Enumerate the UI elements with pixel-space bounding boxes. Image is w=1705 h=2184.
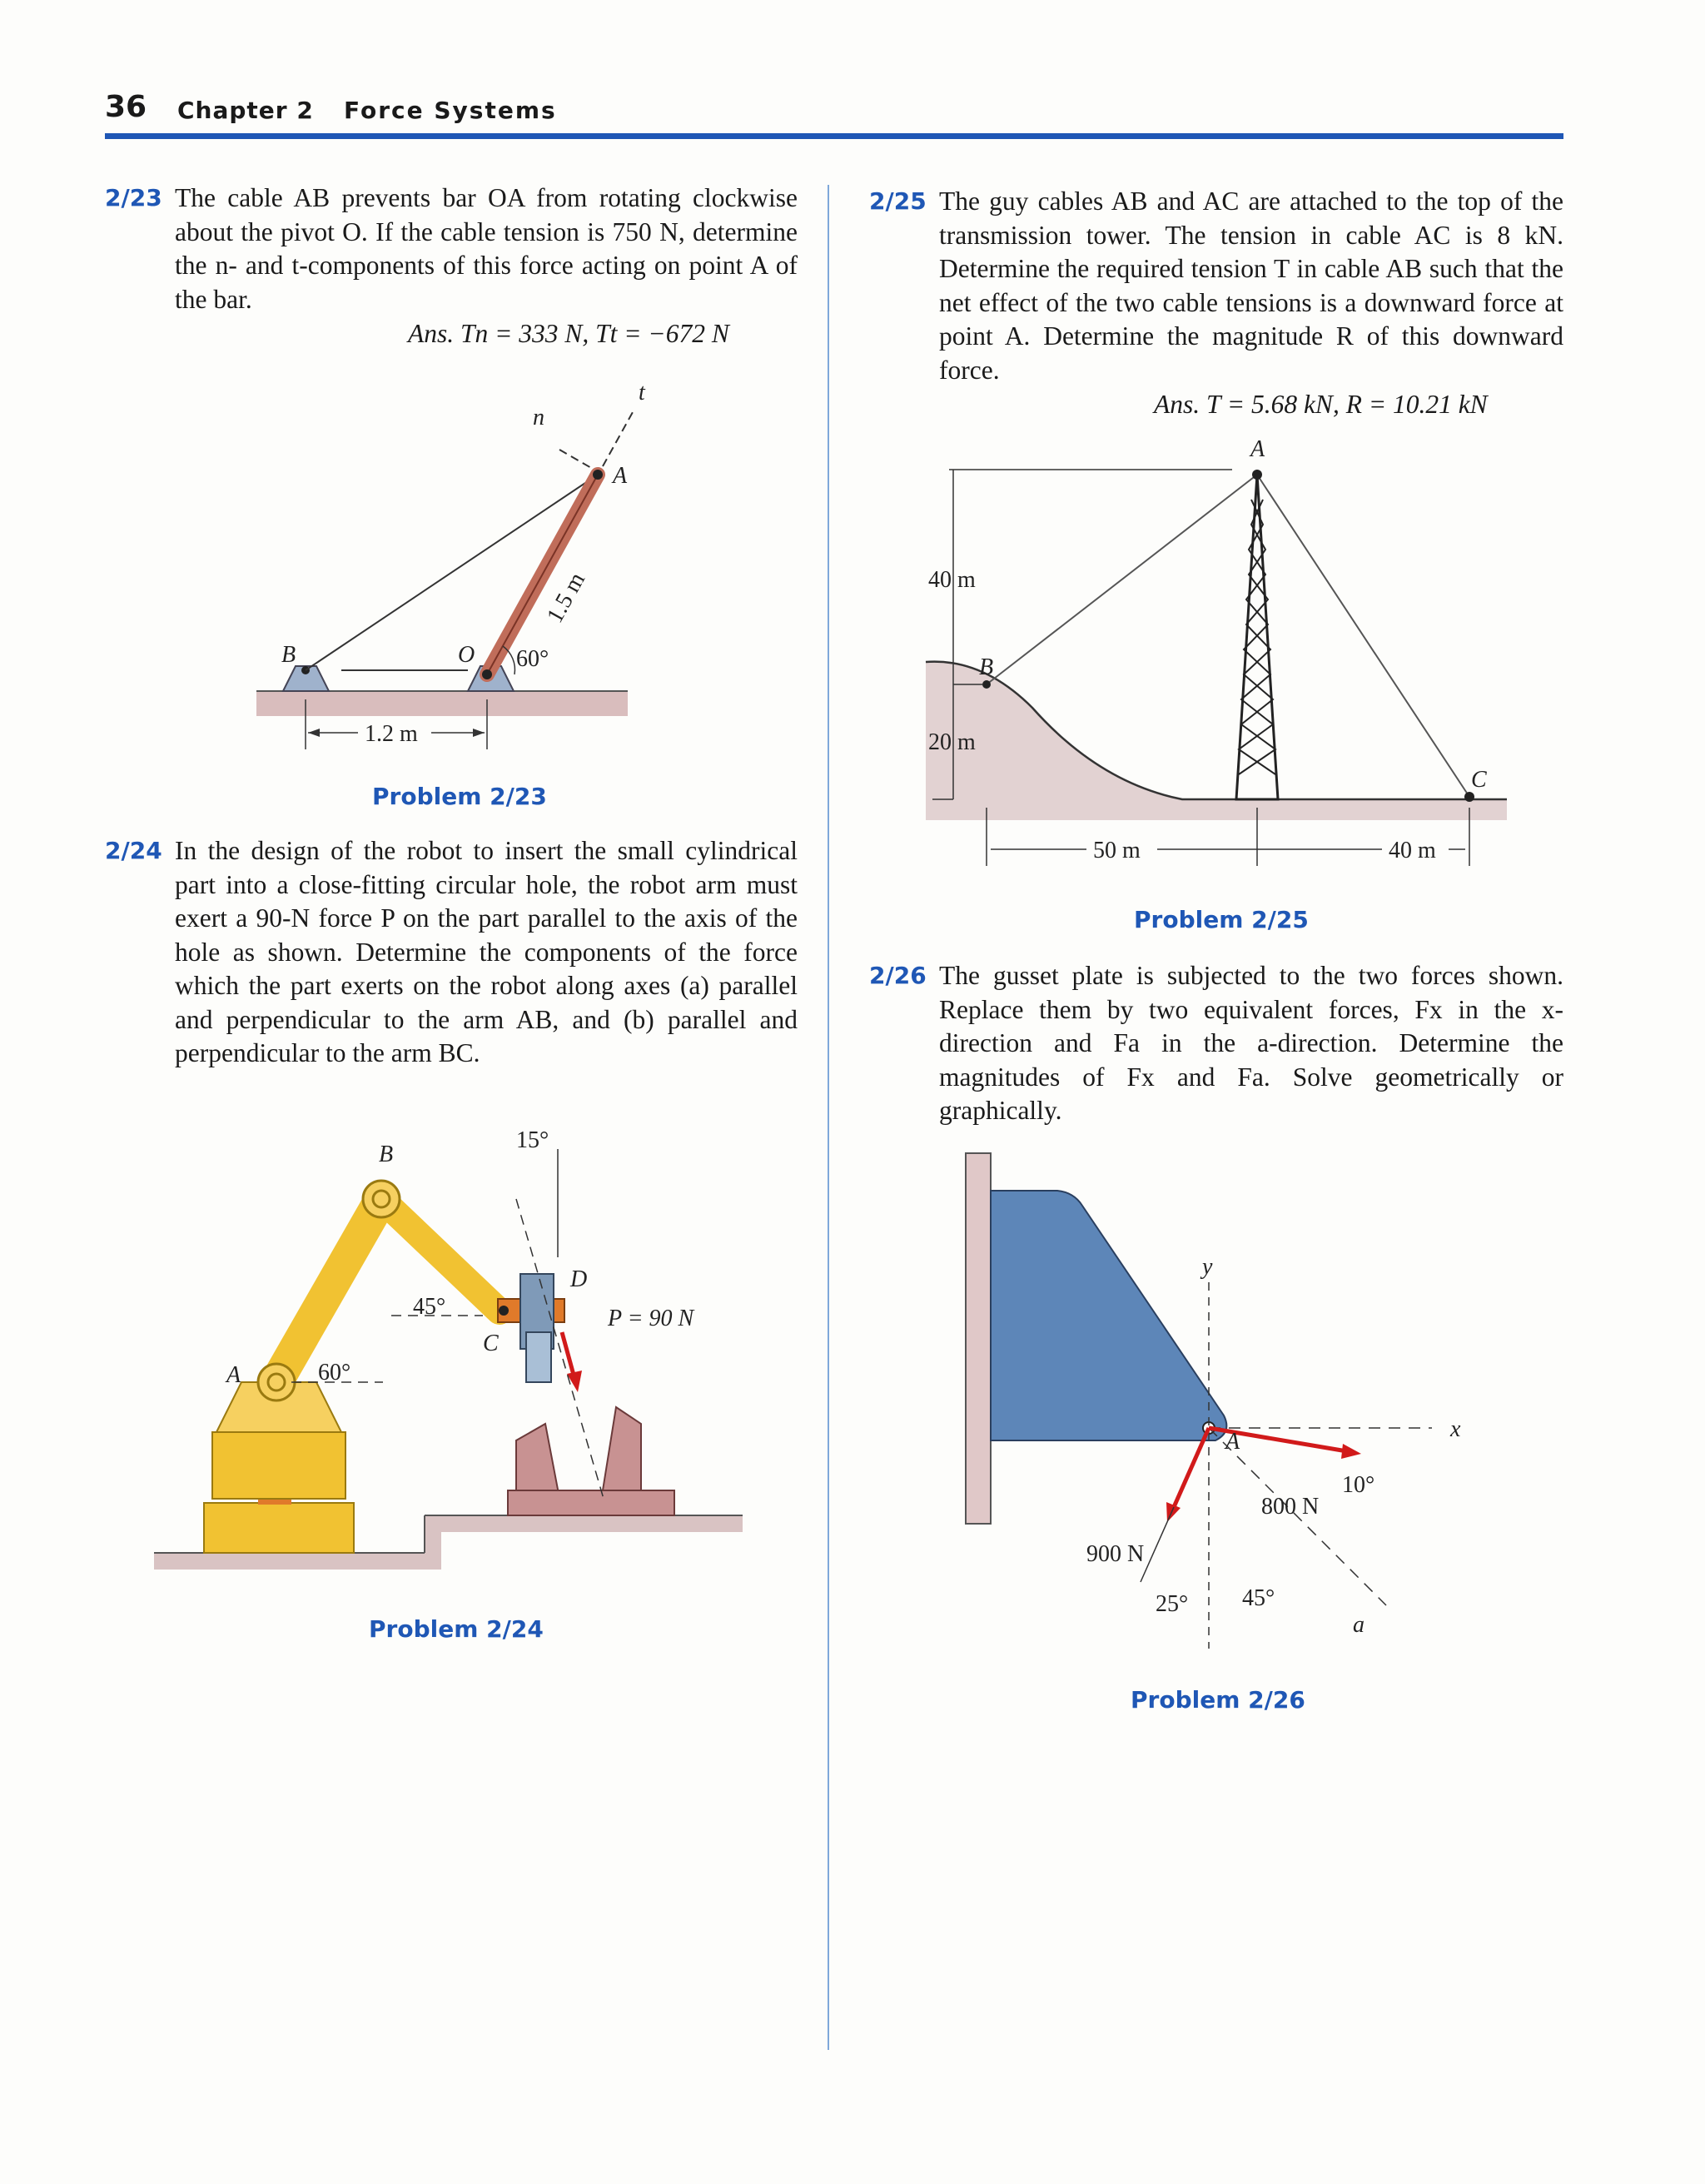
column-divider (828, 185, 829, 2050)
figure-2-24 (150, 1127, 749, 1599)
angle-15: 15° (516, 1127, 549, 1153)
caption-2-25: Problem 2/25 (1134, 906, 1309, 933)
arm-ab (276, 1199, 381, 1382)
label-a-axis: a (1353, 1612, 1364, 1638)
header-rule (105, 133, 1563, 139)
problem-text: The gusset plate is subjected to the two forces shown. Replace them by two equivalent forces, Fx in the x-direction and Fa in the a-direction. Determine the magnitudes of Fx and Fa. Solve geometrically or graphically. (939, 961, 1563, 1125)
caption-2-24: Problem 2/24 (369, 1615, 544, 1643)
label-c: C (483, 1331, 499, 1356)
label-force: P = 90 N (608, 1306, 694, 1331)
figure-2-26 (949, 1149, 1532, 1657)
gusset-plate (991, 1191, 1226, 1440)
cable-ab (987, 475, 1257, 684)
problem-2-23 (105, 182, 798, 316)
label-t: t (639, 380, 645, 405)
caption-2-26: Problem 2/26 (1131, 1686, 1305, 1714)
problem-text: In the design of the robot to insert the small cylindrical part into a close-fitting circular hole, the robot arm must exert a 90-N force P on the part parallel to the axis of the hole as shown. Determine the components of the force which the part exerts on the robot along axes (a) parallel and perpendicular to the arm AB, and (b) parallel and perpendicular to the arm BC. (175, 836, 798, 1067)
dimension-50m: 50 m (1093, 838, 1141, 863)
angle-25: 25° (1156, 1591, 1189, 1617)
wall (966, 1153, 991, 1524)
label-b: B (281, 642, 296, 668)
problem-2-24 (105, 834, 798, 1071)
label-y: y (1202, 1254, 1213, 1280)
force-label-900n: 900 N (1086, 1541, 1145, 1567)
label-d: D (570, 1266, 588, 1292)
cable-ac (1257, 475, 1469, 797)
dimension-40m-vertical: 40 m (928, 567, 976, 593)
problem-number: 2/24 (105, 837, 162, 864)
problem-text: The cable AB prevents bar OA from rotating clockwise about the pivot O. If the cable tension is 750 N, determine the n- and t-components of this force acting on point A of the bar. (175, 183, 798, 314)
dimension-40m-horizontal: 40 m (1389, 838, 1436, 863)
caption-2-23: Problem 2/23 (372, 783, 547, 810)
figure-2-23 (250, 375, 649, 766)
problem-number: 2/23 (105, 184, 162, 211)
label-angle: 60° (516, 646, 549, 672)
problem-number: 2/25 (869, 187, 927, 215)
dimension-1-2m: 1.2 m (365, 721, 418, 747)
label-point-a: A (1225, 1429, 1240, 1455)
chapter-title: Force Systems (344, 97, 557, 124)
label-a: A (613, 463, 628, 489)
angle-10: 10° (1342, 1472, 1375, 1498)
problem-2-25 (869, 185, 1563, 387)
label-a: A (1250, 436, 1265, 462)
chapter-label: Chapter 2 (177, 97, 314, 124)
label-n: n (533, 405, 544, 430)
label-b: B (379, 1142, 394, 1167)
tower (1236, 475, 1278, 799)
angle-45: 45° (1242, 1585, 1275, 1611)
label-c: C (1471, 767, 1487, 793)
problem-number: 2/26 (869, 962, 927, 989)
force-label-800n: 800 N (1261, 1494, 1320, 1520)
robot-base (204, 1503, 354, 1553)
answer-2-23: Ans. Tn = 333 N, Tt = −672 N (408, 319, 729, 348)
terrain (926, 662, 1507, 820)
angle-60: 60° (318, 1360, 351, 1386)
label-o: O (458, 642, 475, 668)
ground (256, 691, 628, 716)
label-x: x (1450, 1416, 1461, 1442)
page-number: 36 (105, 90, 147, 124)
problem-text: The guy cables AB and AC are attached to the top of the transmission tower. The tension in cable AC is 8 kN. Determine the required tension T in cable AB such that the net effect of the two cable tensions is a downward force at point A. Determine the magnitude R of this downward force. (939, 187, 1563, 385)
label-b: B (979, 654, 994, 680)
label-bar-length: 1.5 m (542, 568, 591, 628)
cable-ab (306, 475, 598, 670)
angle-45: 45° (413, 1294, 446, 1320)
problem-2-26 (869, 959, 1563, 1128)
figure-2-25 (916, 433, 1532, 883)
answer-2-25: Ans. T = 5.68 kN, R = 10.21 kN (1154, 390, 1488, 419)
force-p (562, 1332, 574, 1378)
dimension-20m: 20 m (928, 729, 976, 755)
label-a: A (226, 1362, 241, 1388)
